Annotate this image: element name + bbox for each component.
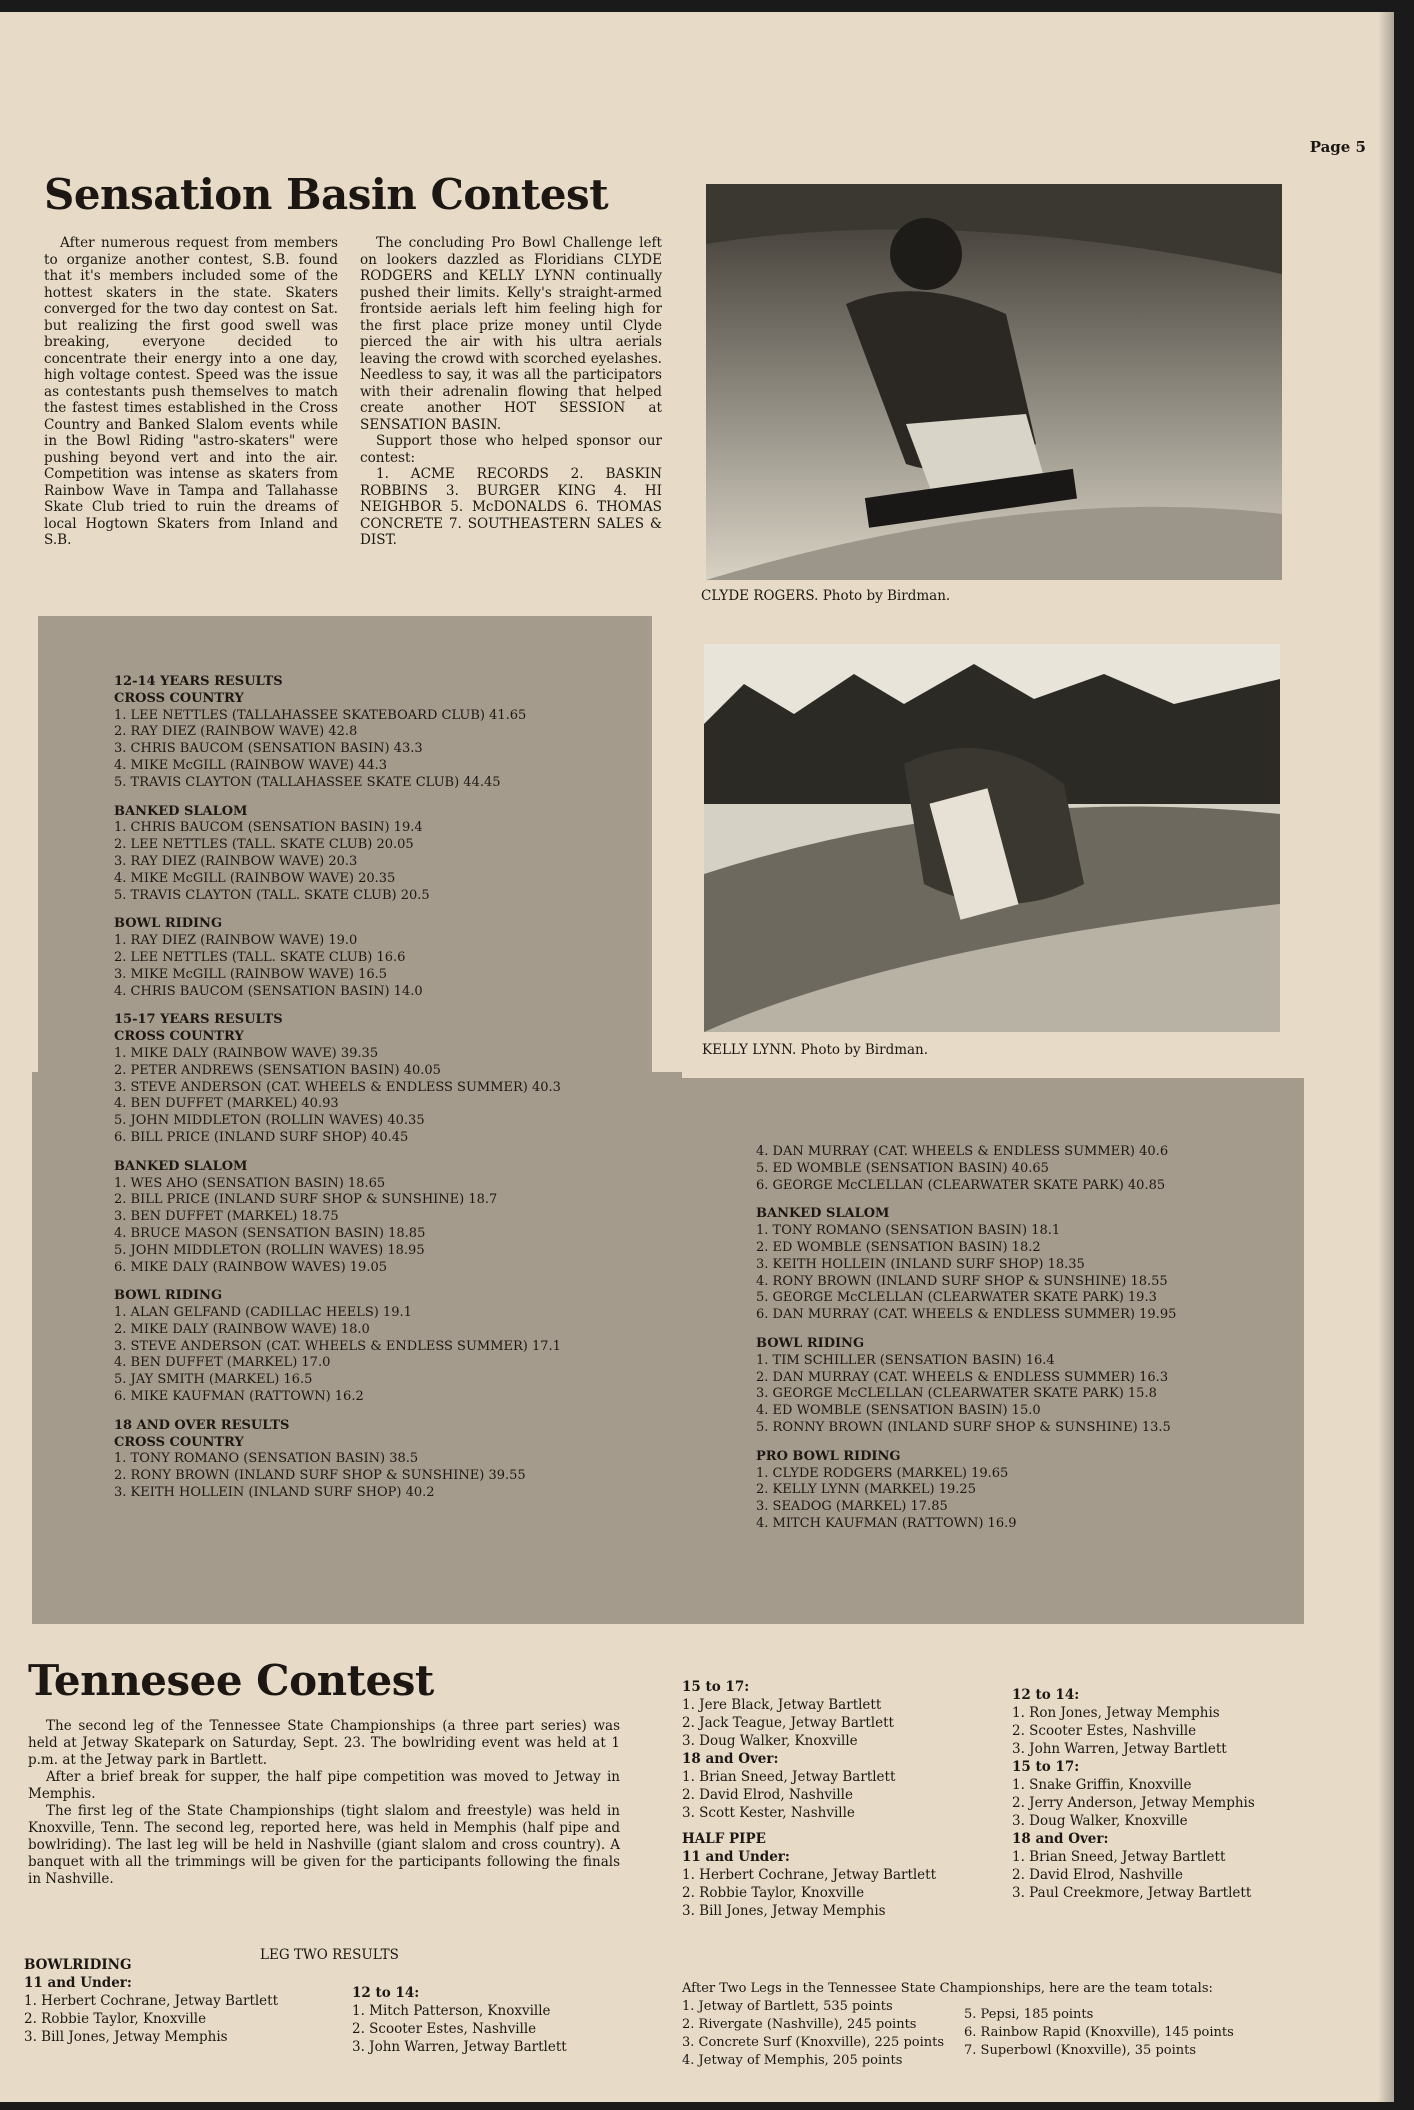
results-section	[114, 1418, 561, 1502]
results-line: 6. MIKE KAUFMAN (RATTOWN) 16.2	[114, 1389, 364, 1405]
halfpipe-12-plus	[1012, 1686, 1255, 1902]
team-totals-b	[964, 2006, 1234, 2060]
results-line: 5. TRAVIS CLAYTON (TALL. SKATE CLUB) 20.5	[114, 887, 430, 903]
result-line: 2. Scooter Estes, Nashville	[1012, 1723, 1197, 1739]
results-line: 2. LEE NETTLES (TALL. SKATE CLUB) 20.05	[114, 837, 414, 853]
bowlriding-heading: BOWLRIDING	[24, 1957, 132, 1973]
results-heading: BANKED SLALOM	[114, 1158, 248, 1174]
results-heading: CROSS COUNTRY	[114, 690, 244, 706]
sensation-paragraph: After numerous request from members to organize another contest, S.B. found that it's members included some of the hottest skaters in the state. Skaters converged for the two day contest on Sat. but realizing the first good swell was breaking, everyone decided to concentrate their energy into a one day, high voltage contest. Speed was the issue as contestants push themselves to match the fastest times established in the Cross Country and Banked Slalom events while in the Bowl Riding "astro-skaters" were pushing beyond vert and into the air. Competition was intense as skaters from Rainbow Wave in Tampa and Tallahasse Skate Club tried to ruin the dreams of local Hogtown Skaters from Inland and S.B.	[44, 235, 338, 548]
results-line: 1. WES AHO (SENSATION BASIN) 18.65	[114, 1175, 386, 1191]
results-line: 3. BEN DUFFET (MARKEL) 18.75	[114, 1209, 339, 1225]
result-line: 1. Snake Griffin, Knoxville	[1012, 1777, 1192, 1793]
category-label: 12 to 14:	[352, 1985, 420, 2001]
results-heading: BOWL RIDING	[114, 1288, 223, 1304]
result-line: 2. Scooter Estes, Nashville	[352, 2021, 537, 2037]
results-section	[756, 1449, 1176, 1533]
result-line: 1. Brian Sneed, Jetway Bartlett	[1012, 1849, 1226, 1865]
result-line: 1. Herbert Cochrane, Jetway Bartlett	[682, 1867, 937, 1883]
results-heading: CROSS COUNTRY	[114, 1029, 244, 1045]
results-section	[756, 1144, 1176, 1194]
results-line: 1. CHRIS BAUCOM (SENSATION BASIN) 19.4	[114, 820, 423, 836]
team-totals-a	[682, 1998, 944, 2070]
photo-kelly-lynn	[704, 644, 1280, 1032]
results-line: 5. JAY SMITH (MARKEL) 16.5	[114, 1372, 313, 1388]
results-section	[114, 1012, 561, 1146]
results-section	[114, 916, 561, 1000]
results-line: 5. JOHN MIDDLETON (ROLLIN WAVES) 40.35	[114, 1113, 425, 1129]
results-section	[114, 1159, 561, 1277]
total-line: 5. Pepsi, 185 points	[964, 2007, 1094, 2022]
category-label: 18 and Over:	[682, 1751, 779, 1767]
result-line: 3. Doug Walker, Knoxville	[1012, 1813, 1188, 1829]
category-label: 11 and Under:	[682, 1849, 790, 1865]
skater-photo-2	[704, 644, 1280, 1032]
results-line: 6. GEORGE McCLELLAN (CLEARWATER SKATE PARK) 40.85	[756, 1177, 1166, 1193]
result-line: 1. Brian Sneed, Jetway Bartlett	[682, 1769, 896, 1785]
page-number: Page 5	[1309, 138, 1366, 156]
halfpipe-heading: HALF PIPE	[682, 1831, 766, 1847]
sensation-col2	[360, 235, 662, 549]
results-heading: 18 AND OVER RESULTS	[114, 1417, 290, 1433]
total-line: 4. Jetway of Memphis, 205 points	[682, 2053, 903, 2068]
results-section	[114, 804, 561, 905]
results-line: 3. STEVE ANDERSON (CAT. WHEELS & ENDLESS SUMMER) 17.1	[114, 1338, 561, 1354]
result-line: 1. Mitch Patterson, Knoxville	[352, 2003, 551, 2019]
result-line: 3. Paul Creekmore, Jetway Bartlett	[1012, 1885, 1252, 1901]
result-line: 2. Jerry Anderson, Jetway Memphis	[1012, 1795, 1255, 1811]
results-line: 3. RAY DIEZ (RAINBOW WAVE) 20.3	[114, 853, 358, 869]
results-line: 6. MIKE DALY (RAINBOW WAVES) 19.05	[114, 1259, 388, 1275]
category-label: 11 and Under:	[24, 1975, 132, 1991]
results-line: 3. GEORGE McCLELLAN (CLEARWATER SKATE PARK) 15.8	[756, 1386, 1157, 1402]
results-line: 2. ED WOMBLE (SENSATION BASIN) 18.2	[756, 1239, 1041, 1255]
photo-caption-1: CLYDE ROGERS. Photo by Birdman.	[701, 588, 951, 604]
results-heading: BOWL RIDING	[114, 916, 223, 932]
results-line: 1. LEE NETTLES (TALLAHASSEE SKATEBOARD CLUB) 41.65	[114, 707, 527, 723]
results-section	[114, 1288, 561, 1406]
sensation-paragraph: Support those who helped sponsor our contest:	[360, 433, 662, 466]
results-line: 1. TIM SCHILLER (SENSATION BASIN) 16.4	[756, 1352, 1055, 1368]
result-line: 1. Ron Jones, Jetway Memphis	[1012, 1705, 1220, 1721]
results-line: 2. DAN MURRAY (CAT. WHEELS & ENDLESS SUMMER) 16.3	[756, 1369, 1169, 1385]
results-line: 5. TRAVIS CLAYTON (TALLAHASSEE SKATE CLUB) 44.45	[114, 774, 501, 790]
result-line: 2. Robbie Taylor, Knoxville	[682, 1885, 865, 1901]
results-line: 2. KELLY LYNN (MARKEL) 19.25	[756, 1482, 976, 1498]
photo-clyde-rogers	[706, 184, 1282, 580]
results-line: 6. BILL PRICE (INLAND SURF SHOP) 40.45	[114, 1129, 409, 1145]
results-line: 6. DAN MURRAY (CAT. WHEELS & ENDLESS SUMMER) 19.95	[756, 1307, 1177, 1323]
results-line: 2. LEE NETTLES (TALL. SKATE CLUB) 16.6	[114, 949, 406, 965]
category-label: 15 to 17:	[682, 1679, 750, 1695]
results-line: 4. CHRIS BAUCOM (SENSATION BASIN) 14.0	[114, 983, 423, 999]
bowlriding-11-under	[24, 1956, 278, 2046]
results-line: 3. KEITH HOLLEIN (INLAND SURF SHOP) 18.35	[756, 1256, 1085, 1272]
result-line: 3. Scott Kester, Nashville	[682, 1805, 855, 1821]
results-line: 5. GEORGE McCLELLAN (CLEARWATER SKATE PARK) 19.3	[756, 1290, 1157, 1306]
results-heading: PRO BOWL RIDING	[756, 1448, 901, 1464]
total-line: 7. Superbowl (Knoxville), 35 points	[964, 2043, 1197, 2058]
results-line: 2. RONY BROWN (INLAND SURF SHOP & SUNSHINE) 39.55	[114, 1468, 526, 1484]
tennessee-paragraph: After a brief break for supper, the half pipe competition was moved to Jetway in Memphis.	[28, 1769, 620, 1802]
result-line: 1. Jere Black, Jetway Bartlett	[682, 1697, 882, 1713]
tennessee-paragraph: The first leg of the State Championships (tight slalom and freestyle) was held in Knoxville, Tenn. The second leg, reported here, was held in Memphis (half pipe and bowlriding). The last leg will be held in Nashville (giant slalom and cross country). A banquet with all the trimmings will be given for the participants following the finals in Nashville.	[28, 1803, 620, 1887]
results-heading: BANKED SLALOM	[756, 1206, 890, 1222]
results-line: 1. ALAN GELFAND (CADILLAC HEELS) 19.1	[114, 1305, 412, 1321]
results-line: 4. RONY BROWN (INLAND SURF SHOP & SUNSHINE) 18.55	[756, 1273, 1168, 1289]
results-line: 1. CLYDE RODGERS (MARKEL) 19.65	[756, 1465, 1009, 1481]
result-line: 3. John Warren, Jetway Bartlett	[352, 2039, 567, 2055]
bowlriding-12-14	[352, 1984, 567, 2056]
result-line: 3. Doug Walker, Knoxville	[682, 1733, 858, 1749]
sensation-paragraph: The concluding Pro Bowl Challenge left on lookers dazzled as Floridians CLYDE RODGERS and KELLY LYNN continually pushed their limits. Kelly's straight-armed frontside aerials left him feeling high for the first place prize money until Clyde pierced the air with his ultra aerials leaving the crowd with scorched eyelashes. Needless to say, it was all the participators with their adrenalin flowing that helped create another HOT SESSION at SENSATION BASIN.	[360, 235, 662, 433]
results-line: 1. TONY ROMANO (SENSATION BASIN) 38.5	[114, 1451, 419, 1467]
total-line: 3. Concrete Surf (Knoxville), 225 points	[682, 2035, 945, 2050]
results-line: 1. TONY ROMANO (SENSATION BASIN) 18.1	[756, 1223, 1061, 1239]
results-line: 3. CHRIS BAUCOM (SENSATION BASIN) 43.3	[114, 741, 423, 757]
results-section	[756, 1336, 1176, 1437]
results-heading: CROSS COUNTRY	[114, 1434, 244, 1450]
results-line: 3. STEVE ANDERSON (CAT. WHEELS & ENDLESS SUMMER) 40.3	[114, 1079, 561, 1095]
results-line: 1. RAY DIEZ (RAINBOW WAVE) 19.0	[114, 933, 358, 949]
category-label: 12 to 14:	[1012, 1687, 1080, 1703]
category-label: 15 to 17:	[1012, 1759, 1080, 1775]
results-line: 4. MIKE McGILL (RAINBOW WAVE) 44.3	[114, 757, 388, 773]
result-line: 3. John Warren, Jetway Bartlett	[1012, 1741, 1227, 1757]
sensation-col1	[44, 235, 338, 549]
results-line: 2. PETER ANDREWS (SENSATION BASIN) 40.05	[114, 1062, 441, 1078]
sponsor-list: 1. ACME RECORDS 2. BASKIN ROBBINS 3. BURGER KING 4. HI NEIGHBOR 5. McDONALDS 6. THOMAS CONCRETE 7. SOUTHEASTERN SALES & DIST.	[360, 466, 662, 548]
results-line: 3. SEADOG (MARKEL) 17.85	[756, 1499, 948, 1515]
result-line: 3. Bill Jones, Jetway Memphis	[24, 2029, 228, 2045]
result-line: 3. Bill Jones, Jetway Memphis	[682, 1903, 886, 1919]
results-heading: 15-17 YEARS RESULTS	[114, 1012, 283, 1028]
total-line: 1. Jetway of Bartlett, 535 points	[682, 1999, 893, 2014]
result-line: 2. David Elrod, Nashville	[682, 1787, 853, 1803]
results-heading: BANKED SLALOM	[114, 803, 248, 819]
tennessee-title: Tennesee Contest	[28, 1656, 434, 1705]
results-section	[756, 1206, 1176, 1324]
results-line: 5. ED WOMBLE (SENSATION BASIN) 40.65	[756, 1160, 1049, 1176]
results-line: 2. RAY DIEZ (RAINBOW WAVE) 42.8	[114, 724, 358, 740]
bowlriding-15-plus	[682, 1678, 936, 1920]
leg-two-heading: LEG TWO RESULTS	[260, 1947, 399, 1963]
result-line: 2. Jack Teague, Jetway Bartlett	[682, 1715, 894, 1731]
newspaper-page	[0, 12, 1394, 2102]
results-line: 4. ED WOMBLE (SENSATION BASIN) 15.0	[756, 1403, 1041, 1419]
results-right-column	[756, 1144, 1176, 1533]
results-line: 4. BRUCE MASON (SENSATION BASIN) 18.85	[114, 1225, 426, 1241]
results-heading: 12-14 YEARS RESULTS	[114, 674, 283, 689]
skater-photo-1	[706, 184, 1282, 580]
results-line: 3. KEITH HOLLEIN (INLAND SURF SHOP) 40.2	[114, 1485, 435, 1501]
results-line: 5. JOHN MIDDLETON (ROLLIN WAVES) 18.95	[114, 1242, 425, 1258]
results-line: 5. RONNY BROWN (INLAND SURF SHOP & SUNSHINE) 13.5	[756, 1419, 1171, 1435]
results-line: 4. BEN DUFFET (MARKEL) 17.0	[114, 1355, 331, 1371]
photo-caption-2: KELLY LYNN. Photo by Birdman.	[702, 1042, 929, 1058]
results-left-column	[114, 674, 561, 1502]
total-line: 6. Rainbow Rapid (Knoxville), 145 points	[964, 2025, 1234, 2040]
results-line: 1. MIKE DALY (RAINBOW WAVE) 39.35	[114, 1045, 379, 1061]
result-line: 1. Herbert Cochrane, Jetway Bartlett	[24, 1993, 279, 2009]
sensation-title: Sensation Basin Contest	[44, 170, 609, 219]
results-heading: BOWL RIDING	[756, 1335, 865, 1351]
results-line: 2. MIKE DALY (RAINBOW WAVE) 18.0	[114, 1321, 370, 1337]
results-line: 4. MIKE McGILL (RAINBOW WAVE) 20.35	[114, 870, 396, 886]
result-line: 2. Robbie Taylor, Knoxville	[24, 2011, 207, 2027]
results-section	[114, 674, 561, 792]
tennessee-paragraph: The second leg of the Tennessee State Championships (a three part series) was held at Jetway Skatepark on Saturday, Sept. 23. The bowlriding event was held at 1 p.m. at the Jetway park in Bartlett.	[28, 1718, 620, 1768]
results-line: 4. MITCH KAUFMAN (RATTOWN) 16.9	[756, 1515, 1017, 1531]
category-label: 18 and Over:	[1012, 1831, 1109, 1847]
tennessee-body	[28, 1718, 620, 1888]
results-line: 3. MIKE McGILL (RAINBOW WAVE) 16.5	[114, 966, 388, 982]
results-line: 4. BEN DUFFET (MARKEL) 40.93	[114, 1096, 339, 1112]
result-line: 2. David Elrod, Nashville	[1012, 1867, 1183, 1883]
results-line: 2. BILL PRICE (INLAND SURF SHOP & SUNSHINE) 18.7	[114, 1192, 498, 1208]
results-line: 4. DAN MURRAY (CAT. WHEELS & ENDLESS SUMMER) 40.6	[756, 1144, 1169, 1159]
total-line: 2. Rivergate (Nashville), 245 points	[682, 2017, 917, 2032]
team-totals-heading: After Two Legs in the Tennessee State Championships, here are the team totals:	[682, 1981, 1213, 1996]
